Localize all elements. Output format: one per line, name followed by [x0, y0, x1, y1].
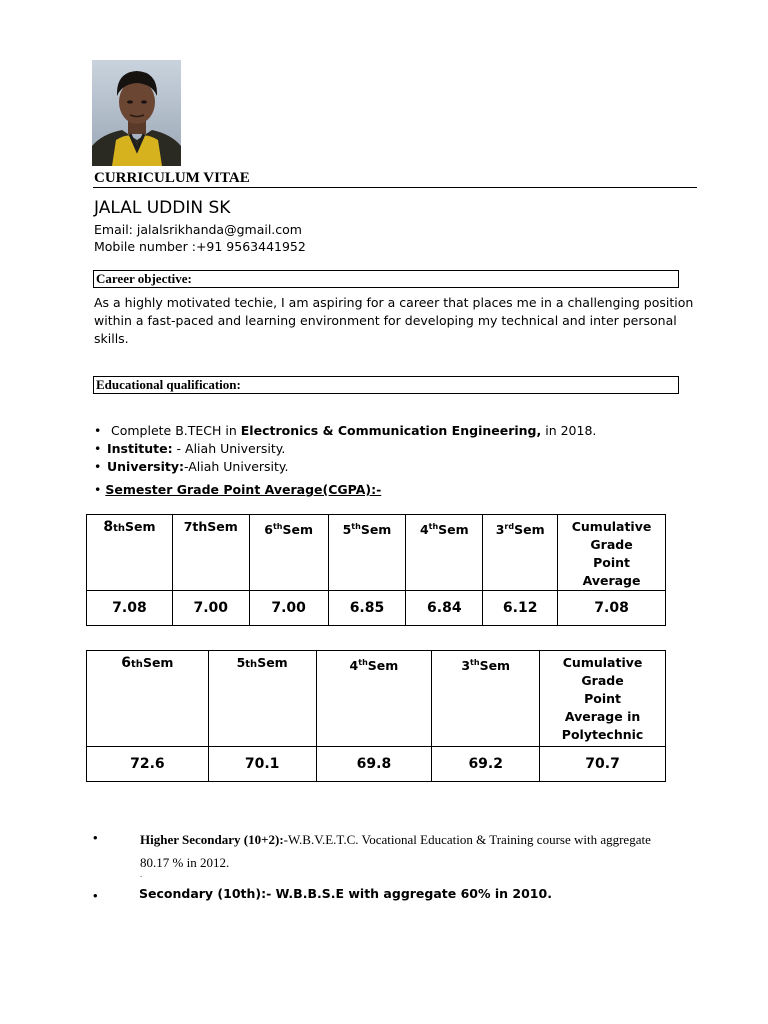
table-cell: 7.00 — [172, 591, 249, 626]
stray-dot: . — [140, 870, 143, 879]
higher-secondary-text: -W.B.V.E.T.C. Vocational Education & Training course with aggregate 80.17 % in 2012. — [140, 832, 651, 870]
education-heading: Educational qualification: — [93, 376, 679, 394]
mobile-label: Mobile number : — [94, 239, 196, 254]
list-item — [94, 458, 596, 476]
bullet-icon: • — [94, 441, 102, 456]
institute-label: Institute: — [107, 441, 173, 456]
email-value[interactable]: jalalsrikhanda@gmail.com — [136, 222, 302, 237]
mobile-value: +91 9563441952 — [195, 239, 306, 254]
table-cell: 70.7 — [540, 747, 666, 782]
document-title: CURRICULUM VITAE — [94, 170, 250, 186]
btech-branch: Electronics & Communication Engineering, — [240, 423, 542, 438]
table-cell: 72.6 — [87, 747, 209, 782]
university-label: University: — [107, 459, 184, 474]
cgpa-heading: Semester Grade Point Average(CGPA):- — [105, 482, 382, 497]
bullet-icon: • — [94, 423, 102, 438]
table-cell: 69.2 — [432, 747, 540, 782]
secondary-label: Secondary (10th): — [139, 886, 267, 901]
btech-grade-table — [86, 514, 666, 626]
email-label: Email: — [94, 222, 133, 237]
table-cell: 7.08 — [87, 591, 173, 626]
table-header-cell: 8thSem — [87, 515, 173, 591]
table-header-cell: 4thSem — [316, 651, 432, 747]
career-objective-heading: Career objective: — [93, 270, 679, 288]
bullet-icon: • — [94, 482, 102, 497]
table-header-cell: Cumulative Grade Point Average — [558, 515, 666, 591]
table-cell: 6.85 — [328, 591, 406, 626]
table-header-cell: 3rdSem — [483, 515, 558, 591]
polytechnic-grade-table — [86, 650, 666, 782]
higher-secondary-label: Higher Secondary (10+2): — [140, 832, 284, 847]
table-header-cell: 5thSem — [328, 515, 406, 591]
secondary-item — [139, 886, 552, 901]
higher-secondary-item — [140, 828, 680, 874]
profile-photo — [92, 60, 181, 166]
table-cell: 69.8 — [316, 747, 432, 782]
cgpa-heading-line — [94, 482, 381, 497]
title-divider — [93, 187, 697, 188]
list-item — [94, 422, 596, 440]
career-objective-text: As a highly motivated techie, I am aspiring for a career that places me in a challenging position within a fast-paced and learning environment for developing my technical and inter personal skills. — [94, 295, 694, 346]
table-cell: 70.1 — [208, 747, 316, 782]
table-header-cell: 3thSem — [432, 651, 540, 747]
education-list — [94, 422, 596, 476]
table-cell: 7.00 — [249, 591, 328, 626]
table-cell: 6.12 — [483, 591, 558, 626]
bullet-icon: • — [93, 830, 98, 845]
table-header-cell: Cumulative Grade Point Average in Polytechnic — [540, 651, 666, 747]
institute-value: - Aliah University. — [172, 441, 286, 456]
university-value: -Aliah University. — [183, 459, 289, 474]
table-cell: 7.08 — [558, 591, 666, 626]
table-header-cell: 4thSem — [406, 515, 483, 591]
bullet-icon: • — [93, 888, 98, 903]
table-header-cell: 6thSem — [87, 651, 209, 747]
table-header-cell: 7thSem — [172, 515, 249, 591]
btech-year: in 2018. — [541, 423, 597, 438]
table-header-cell: 6thSem — [249, 515, 328, 591]
email-line — [94, 222, 302, 237]
table-cell: 6.84 — [406, 591, 483, 626]
btech-prefix: Complete B.TECH in — [110, 423, 241, 438]
list-item — [94, 440, 596, 458]
bullet-icon: • — [94, 459, 102, 474]
candidate-name: JALAL UDDIN SK — [94, 198, 231, 218]
mobile-line — [94, 239, 306, 254]
table-header-cell: 5thSem — [208, 651, 316, 747]
secondary-text: - W.B.B.S.E with aggregate 60% in 2010. — [266, 886, 552, 901]
